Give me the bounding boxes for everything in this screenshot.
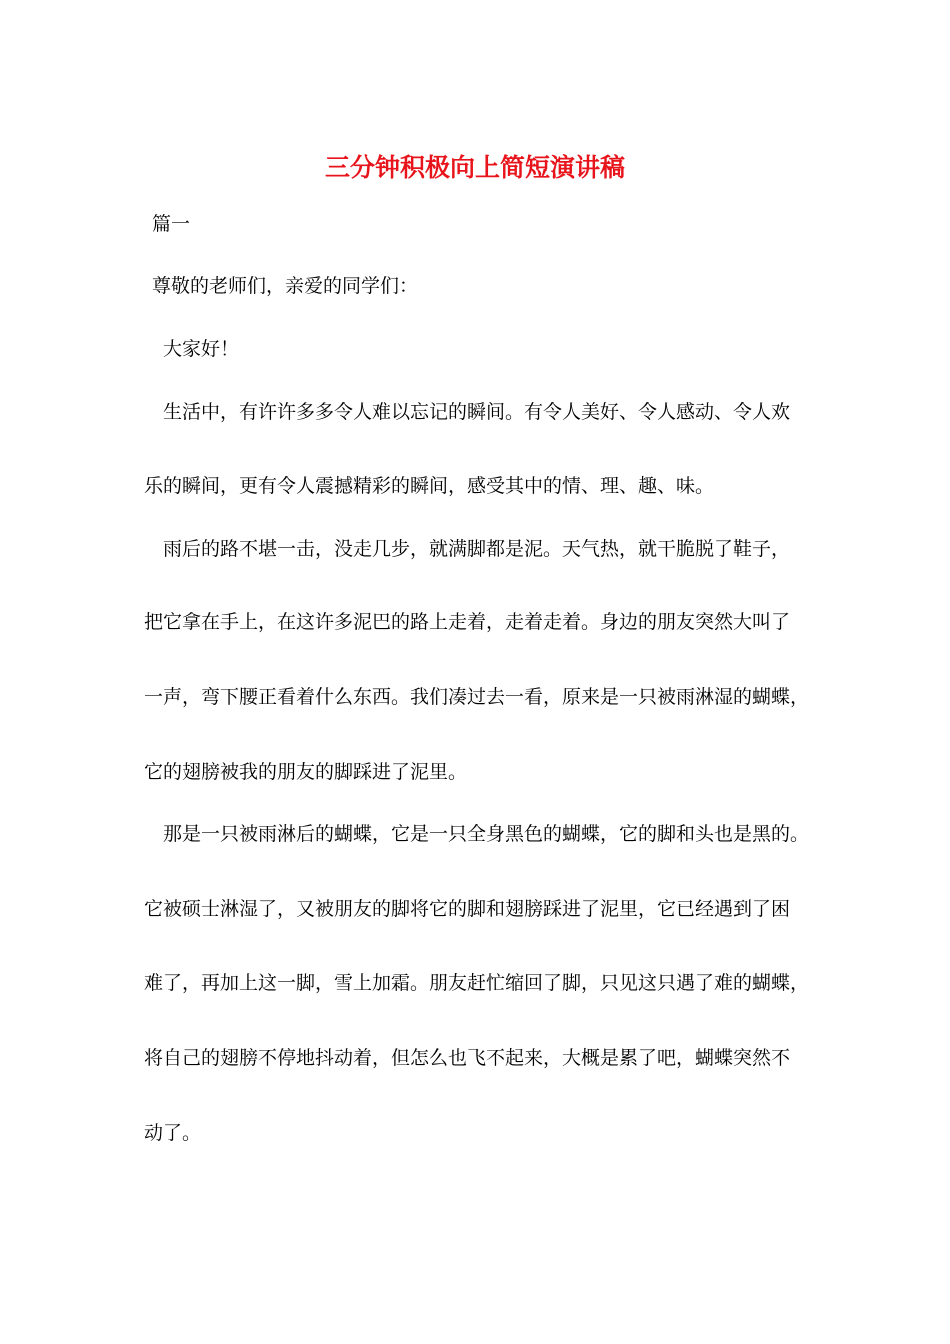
paragraph-2-line-4: 它的翅膀被我的朋友的脚踩进了泥里。 bbox=[144, 761, 468, 783]
section-label: 篇一 bbox=[152, 213, 191, 235]
paragraph-3-line-5: 动了。 bbox=[144, 1122, 202, 1144]
document-title: 三分钟积极向上简短演讲稿 bbox=[324, 153, 625, 182]
paragraph-3-line-1: 那是一只被雨淋后的蝴蝶，它是一只全身黑色的蝴蝶，它的脚和头也是黑的。 bbox=[163, 823, 810, 845]
greeting: 大家好！ bbox=[163, 338, 240, 360]
salutation: 尊敬的老师们，亲爱的同学们： bbox=[152, 275, 419, 297]
paragraph-3-line-2: 它被硕士淋湿了，又被朋友的脚将它的脚和翅膀踩进了泥里，它已经遇到了困 bbox=[144, 898, 791, 920]
paragraph-1-line-2: 乐的瞬间，更有令人震撼精彩的瞬间，感受其中的情、理、趣、味。 bbox=[144, 475, 715, 497]
paragraph-3-line-4: 将自己的翅膀不停地抖动着，但怎么也飞不起来，大概是累了吧，蝴蝶突然不 bbox=[144, 1047, 791, 1069]
paragraph-1-line-1: 生活中，有许许多多令人难以忘记的瞬间。有令人美好、令人感动、令人欢 bbox=[163, 401, 791, 423]
paragraph-2-line-3: 一声，弯下腰正看着什么东西。我们凑过去一看，原来是一只被雨淋湿的蝴蝶， bbox=[144, 686, 810, 708]
paragraph-2-line-2: 把它拿在手上，在这许多泥巴的路上走着，走着走着。身边的朋友突然大叫了 bbox=[144, 611, 791, 633]
paragraph-3-line-3: 难了，再加上这一脚，雪上加霜。朋友赶忙缩回了脚，只见这只遇了难的蝴蝶， bbox=[144, 972, 810, 994]
paragraph-2-line-1: 雨后的路不堪一击，没走几步，就满脚都是泥。天气热，就干脆脱了鞋子， bbox=[163, 538, 791, 560]
